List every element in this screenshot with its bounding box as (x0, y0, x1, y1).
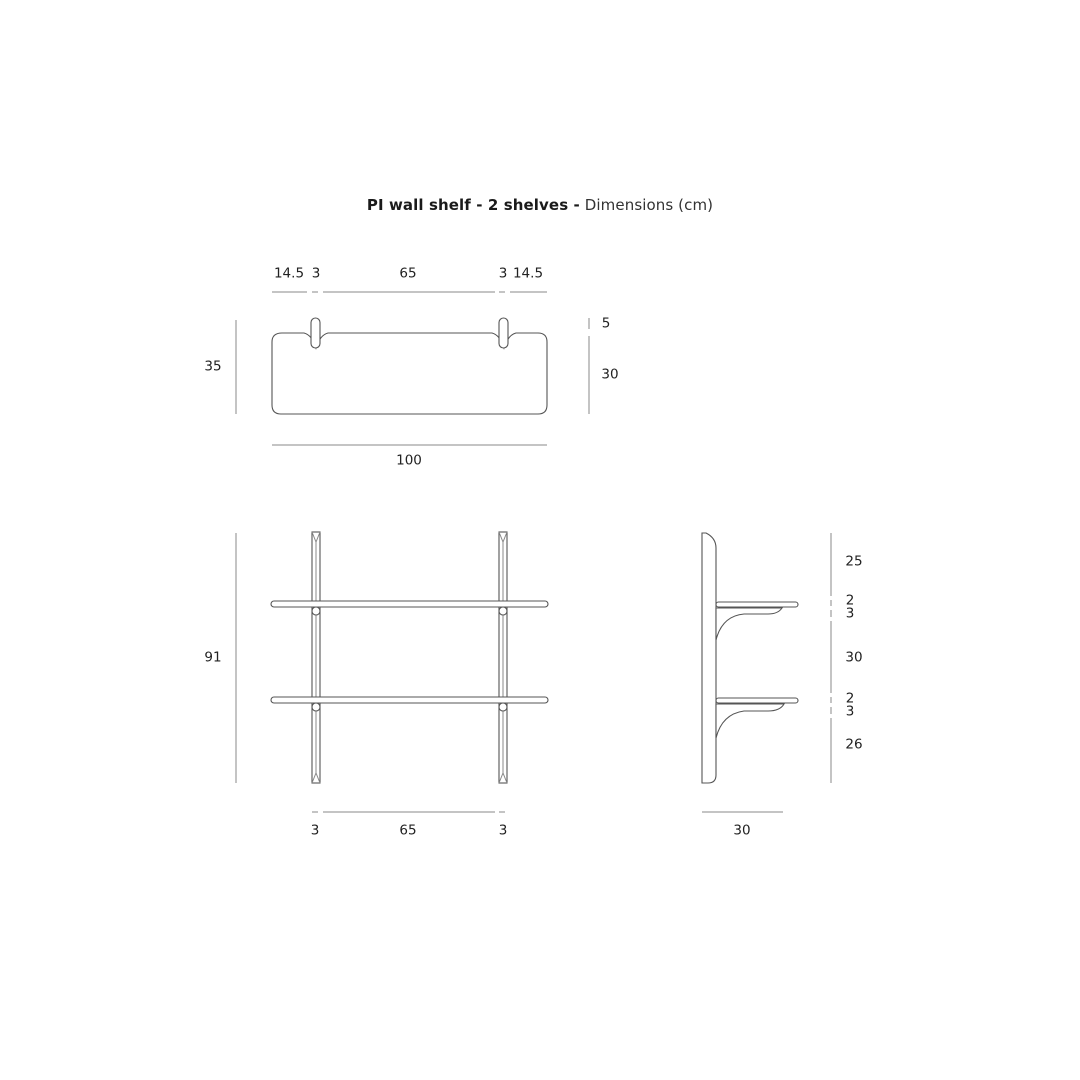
label-side-3-lower: 3 (845, 703, 855, 720)
front-view (236, 532, 548, 812)
label-side-3-upper: 3 (845, 605, 855, 622)
post-top-right (499, 318, 508, 348)
label-side-26: 26 (845, 736, 863, 753)
side-shelf-upper (716, 602, 798, 607)
shelf-lower (271, 697, 548, 703)
label-top-14-5-right: 14.5 (512, 265, 544, 282)
label-front-3-left: 3 (310, 822, 320, 839)
label-depth-35: 35 (204, 358, 222, 375)
bracket-upper-right (499, 607, 507, 615)
label-depth-5: 5 (601, 315, 611, 332)
title-product: PI wall shelf - 2 shelves - (366, 196, 580, 214)
label-side-2-lower: 2 (845, 690, 855, 707)
side-shelf-lower (716, 698, 798, 703)
label-front-3-right: 3 (498, 822, 508, 839)
label-side-25: 25 (845, 553, 863, 570)
label-top-14-5-left: 14.5 (273, 265, 305, 282)
label-top-65: 65 (399, 265, 417, 282)
title-dimensions: Dimensions (cm) (584, 196, 714, 214)
side-upright (702, 533, 716, 783)
bracket-lower-left (312, 703, 320, 711)
post-top-left (311, 318, 320, 348)
label-height-91: 91 (204, 649, 222, 666)
label-front-65: 65 (399, 822, 417, 839)
side-bracket-lower (716, 704, 784, 738)
side-bracket-upper (716, 608, 782, 640)
shelf-upper (271, 601, 548, 607)
label-depth-30: 30 (601, 366, 619, 383)
bracket-upper-left (312, 607, 320, 615)
label-side-30: 30 (845, 649, 863, 666)
label-width-100: 100 (396, 452, 422, 469)
label-top-3-left: 3 (311, 265, 321, 282)
label-side-2-upper: 2 (845, 592, 855, 609)
side-view (702, 533, 831, 812)
label-top-3-right: 3 (498, 265, 508, 282)
top-view (236, 292, 589, 445)
bracket-lower-right (499, 703, 507, 711)
label-side-depth-30: 30 (733, 822, 751, 839)
